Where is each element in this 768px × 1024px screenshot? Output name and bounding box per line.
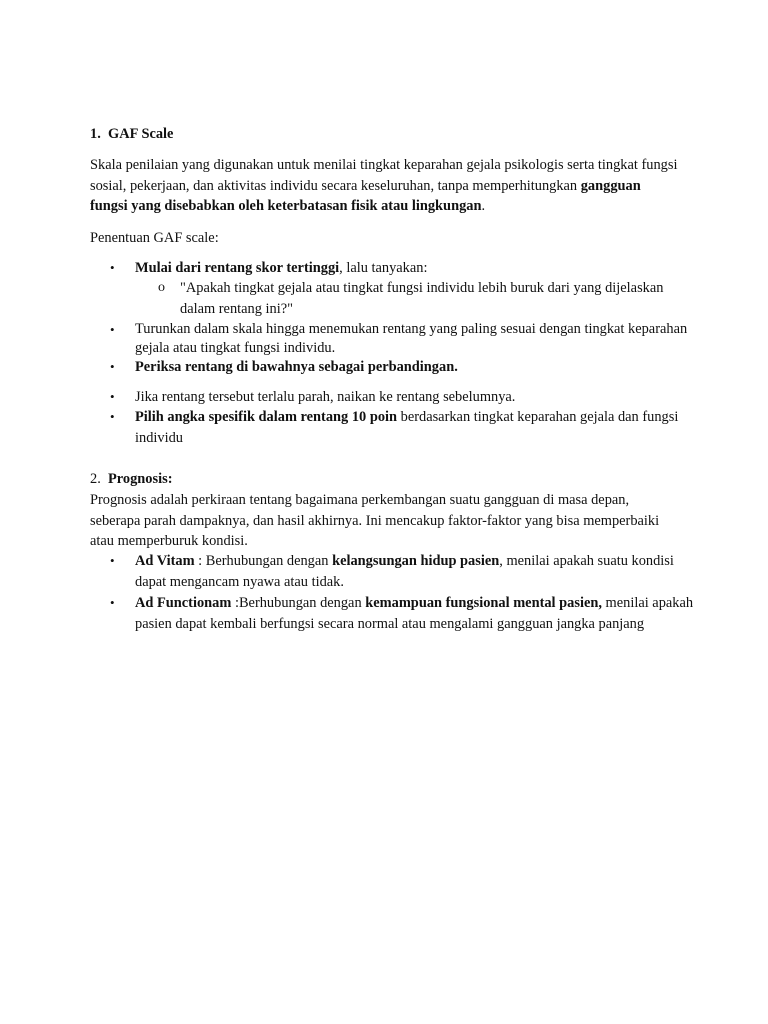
determination-label: Penentuan GAF scale:	[90, 230, 219, 246]
section-2-title: Prognosis:	[108, 471, 173, 487]
list-item: Ad Functionam :Berhubungan dengan kemampuan fungsional mental pasien, menilai apakah pasien dapat kembali berfungsi secara normal atau mengalami gangguan jangka panjang	[135, 595, 694, 632]
bullet-icon: •	[110, 409, 115, 424]
circle-bullet-icon: o	[158, 280, 165, 295]
section-1-intro: Skala penilaian yang digunakan untuk menilai tingkat keparahan gejala psikologis serta tingkat fungsi sosial, pekerjaan, dan aktivitas individu secara keseluruhan, tanpa memperhitungkan gangguan fungsi yang disebabkan oleh keterbatasan fisik atau lingkungan.	[90, 157, 678, 214]
list-item: Ad Vitam : Berhubungan dengan kelangsungan hidup pasien, menilai apakah suatu kondisi dapat mengancam nyawa atau tidak.	[135, 553, 674, 590]
bullet-icon: •	[110, 595, 115, 610]
section-1-title: GAF Scale	[108, 126, 174, 142]
bullet-icon: •	[110, 553, 115, 568]
bullet-icon: •	[110, 260, 115, 275]
list-item: Turunkan dalam skala hingga menemukan rentang yang paling sesuai dengan tingkat keparahan gejala atau tingkat fungsi individu.	[135, 321, 688, 356]
list-item: Pilih angka spesifik dalam rentang 10 poin berdasarkan tingkat keparahan gejala dan fungsi individu	[135, 409, 679, 446]
section-1-heading	[90, 124, 173, 145]
list-item: Periksa rentang di bawahnya sebagai perbandingan.	[135, 359, 458, 375]
section-2-intro: Prognosis adalah perkiraan tentang bagaimana perkembangan suatu gangguan di masa depan, seberapa parah dampaknya, dan hasil akhirnya. Ini mencakup faktor-faktor yang bisa memperbaiki atau memperburuk kondisi.	[90, 492, 660, 549]
section-2-heading	[90, 469, 173, 490]
section-2-number: 2.	[90, 471, 101, 487]
bullet-icon: •	[110, 322, 115, 337]
intro-bold-phrase: gangguan fungsi yang disebabkan oleh keterbatasan fisik atau lingkungan	[90, 177, 641, 214]
bullet-icon: •	[110, 389, 115, 404]
list-item: Mulai dari rentang skor tertinggi, lalu tanyakan:	[135, 260, 428, 276]
list-item: Jika rentang tersebut terlalu parah, naikan ke rentang sebelumnya.	[135, 389, 516, 405]
bullet-icon: •	[110, 359, 115, 374]
section-1-number: 1.	[90, 126, 101, 142]
sub-list-item: "Apakah tingkat gejala atau tingkat fungsi individu lebih buruk dari yang dijelaskan dalam rentang ini?"	[180, 280, 664, 317]
